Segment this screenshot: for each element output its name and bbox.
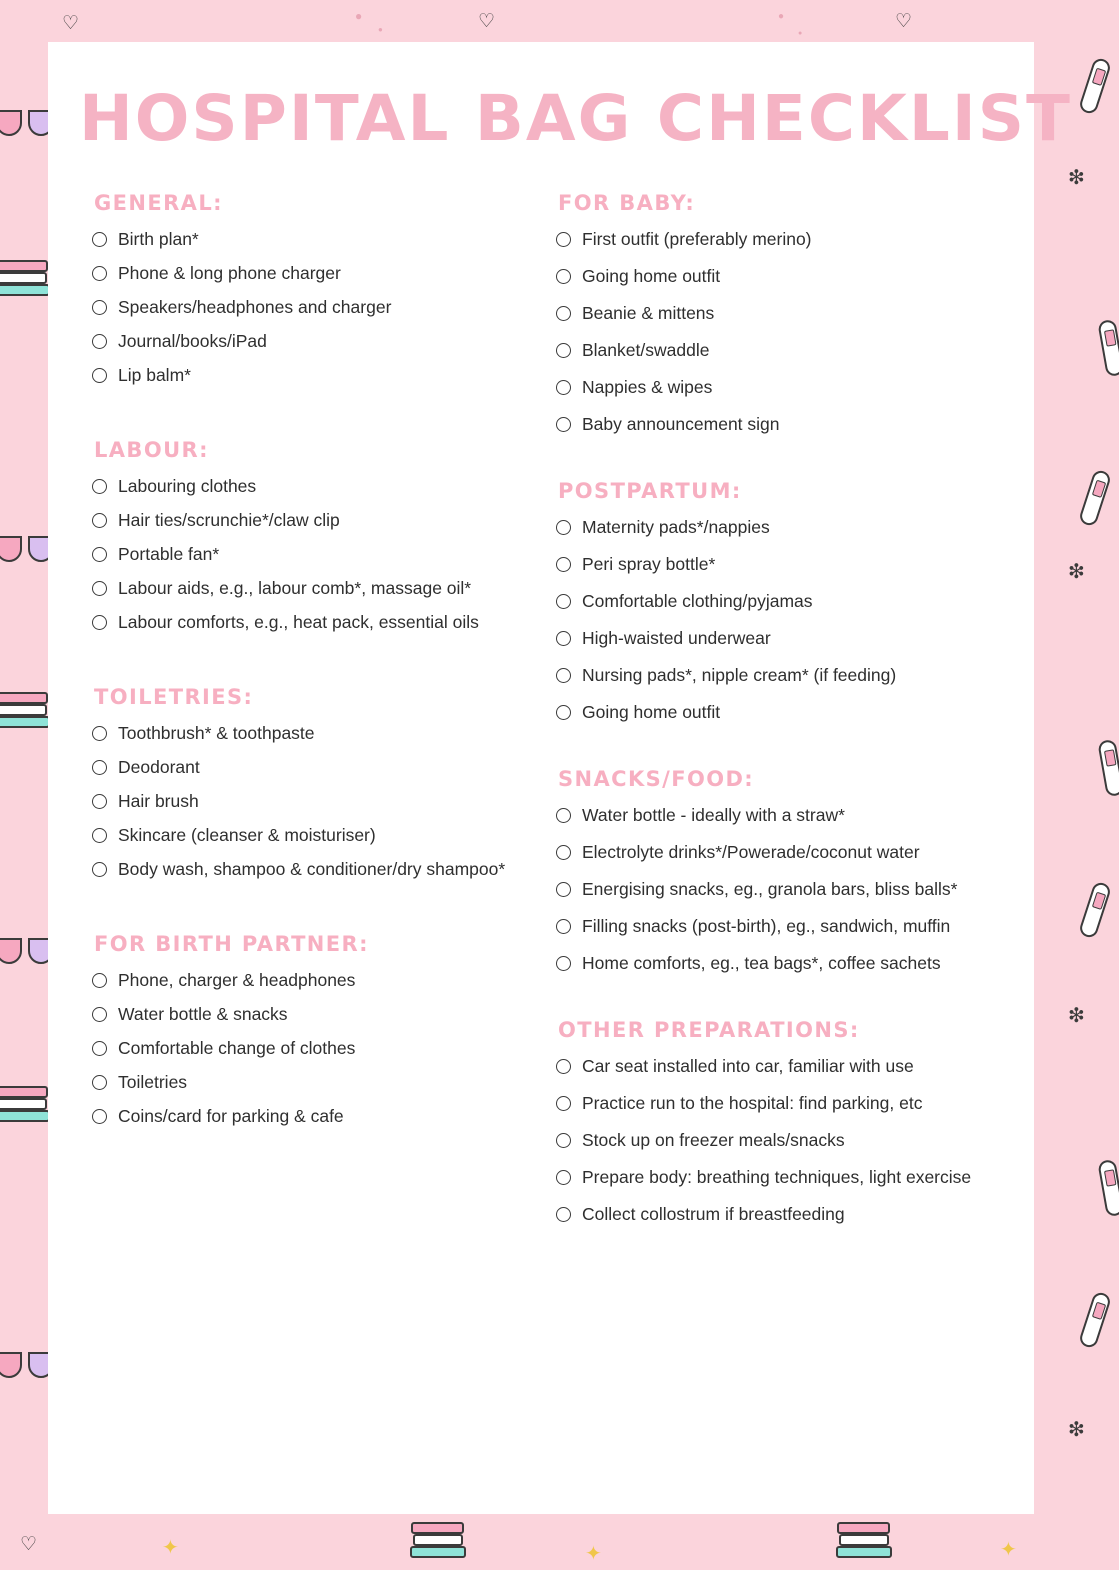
list-item[interactable] — [92, 578, 526, 599]
checklist-columns — [88, 191, 994, 1269]
book-stack-icon — [0, 256, 50, 296]
list-item-label: Phone & long phone charger — [118, 263, 341, 283]
list-item[interactable] — [92, 297, 526, 318]
checkbox-icon[interactable] — [92, 232, 107, 247]
section-labour — [92, 438, 526, 633]
list-item-label: High-waisted underwear — [582, 628, 771, 648]
list-item[interactable] — [92, 723, 526, 744]
checkbox-icon[interactable] — [92, 1109, 107, 1124]
dot-icon: ● — [378, 25, 383, 34]
list-item-label: Toiletries — [118, 1072, 188, 1092]
checkbox-icon[interactable] — [92, 615, 107, 630]
section-postpartum — [556, 479, 990, 723]
dot-icon: ● — [778, 11, 785, 22]
list-item-label: Going home outfit — [582, 266, 721, 286]
list-item[interactable] — [556, 340, 990, 361]
book-stack-icon — [0, 688, 50, 728]
checkbox-icon[interactable] — [556, 919, 571, 934]
section-for-birth-partner — [92, 932, 526, 1127]
list-item[interactable] — [92, 791, 526, 812]
list-item[interactable] — [92, 1072, 526, 1093]
list-item[interactable] — [556, 702, 990, 723]
list-item[interactable] — [556, 805, 990, 826]
checklist-group — [92, 723, 526, 880]
left-column — [92, 191, 526, 1269]
list-item-label: Deodorant — [118, 757, 200, 777]
checkbox-icon[interactable] — [92, 794, 107, 809]
list-item-label: Coins/card for parking & cafe — [118, 1106, 344, 1126]
list-item[interactable] — [556, 1056, 990, 1077]
list-item[interactable] — [556, 665, 990, 686]
checklist-sheet — [48, 42, 1073, 1514]
checkbox-icon[interactable] — [92, 334, 107, 349]
pregnancy-test-icon — [1078, 1291, 1112, 1350]
section-heading: FOR BIRTH PARTNER: — [94, 932, 369, 956]
star-icon: ✦ — [1000, 1539, 1017, 1561]
list-item[interactable] — [92, 1004, 526, 1025]
list-item[interactable] — [556, 628, 990, 649]
section-for-baby — [556, 191, 990, 435]
checkbox-icon[interactable] — [556, 269, 571, 284]
list-item-label: Electrolyte drinks*/Powerade/coconut water — [582, 842, 920, 862]
list-item[interactable] — [92, 612, 526, 633]
list-item-label: Speakers/headphones and charger — [118, 297, 392, 317]
list-item[interactable] — [92, 859, 526, 880]
list-item-label: Energising snacks, eg., granola bars, bliss balls* — [582, 879, 958, 899]
list-item[interactable] — [556, 377, 990, 398]
list-item[interactable] — [92, 229, 526, 250]
bra-doodle-icon — [0, 536, 54, 570]
list-item-label: Blanket/swaddle — [582, 340, 710, 360]
list-item[interactable] — [92, 1038, 526, 1059]
list-item-label: Prepare body: breathing techniques, light exercise — [582, 1167, 972, 1187]
flower-icon: ❇ — [1068, 1005, 1085, 1027]
list-item-label: Labour comforts, e.g., heat pack, essential oils — [118, 612, 479, 632]
checkbox-icon[interactable] — [92, 1041, 107, 1056]
checkbox-icon[interactable] — [556, 1059, 571, 1074]
checkbox-icon[interactable] — [556, 343, 571, 358]
bra-doodle-icon — [0, 1352, 54, 1386]
checkbox-icon[interactable] — [92, 368, 107, 383]
checkbox-icon[interactable] — [92, 479, 107, 494]
page-title: HOSPITAL BAG CHECKLIST — [78, 82, 1073, 155]
list-item[interactable] — [92, 263, 526, 284]
list-item-label: Hair ties/scrunchie*/claw clip — [118, 510, 340, 530]
list-item-label: Labour aids, e.g., labour comb*, massage oil* — [118, 578, 472, 598]
pregnancy-test-icon — [1078, 469, 1112, 528]
list-item-label: Water bottle - ideally with a straw* — [582, 805, 845, 825]
list-item-label: Skincare (cleanser & moisturiser) — [118, 825, 376, 845]
list-item[interactable] — [92, 825, 526, 846]
list-item[interactable] — [92, 544, 526, 565]
pregnancy-test-icon — [1078, 881, 1112, 940]
list-item-label: Water bottle & snacks — [118, 1004, 288, 1024]
list-item[interactable] — [556, 229, 990, 250]
heart-icon: ♡ — [62, 13, 80, 34]
checkbox-icon[interactable] — [92, 581, 107, 596]
list-item[interactable] — [92, 365, 526, 386]
list-item[interactable] — [92, 1106, 526, 1127]
checklist-group — [92, 229, 526, 386]
list-item-label: Journal/books/iPad — [118, 331, 267, 351]
book-stack-icon — [0, 1082, 50, 1122]
checkbox-icon[interactable] — [556, 306, 571, 321]
list-item-label: Lip balm* — [118, 365, 191, 385]
list-item-label: Beanie & mittens — [582, 303, 715, 323]
right-column — [556, 191, 990, 1269]
checkbox-icon[interactable] — [92, 760, 107, 775]
checkbox-icon[interactable] — [92, 1075, 107, 1090]
heart-icon: ♡ — [20, 1534, 38, 1555]
section-snacks-food — [556, 767, 990, 974]
list-item[interactable] — [556, 879, 990, 900]
list-item[interactable] — [556, 842, 990, 863]
checkbox-icon[interactable] — [556, 1207, 571, 1222]
section-heading: FOR BABY: — [558, 191, 696, 215]
list-item-label: Baby announcement sign — [582, 414, 780, 434]
checkbox-icon[interactable] — [92, 547, 107, 562]
list-item[interactable] — [92, 970, 526, 991]
checkbox-icon[interactable] — [92, 828, 107, 843]
section-other-preparations — [556, 1018, 990, 1225]
list-item-label: Filling snacks (post-birth), eg., sandwich, muffin — [582, 916, 951, 936]
list-item[interactable] — [92, 510, 526, 531]
checkbox-icon[interactable] — [556, 808, 571, 823]
list-item-label: Going home outfit — [582, 702, 721, 722]
list-item-label: Birth plan* — [118, 229, 199, 249]
checkbox-icon[interactable] — [92, 726, 107, 741]
heart-icon: ♡ — [478, 11, 496, 32]
checkbox-icon[interactable] — [556, 557, 571, 572]
flower-icon: ❇ — [1068, 1419, 1085, 1441]
flower-icon: ❇ — [1068, 561, 1085, 583]
checkbox-icon[interactable] — [92, 1007, 107, 1022]
section-general — [92, 191, 526, 386]
pregnancy-test-icon — [1097, 739, 1119, 797]
checklist-group — [556, 805, 990, 974]
bra-doodle-icon — [0, 110, 54, 144]
pregnancy-test-icon — [1078, 57, 1112, 116]
book-stack-icon — [836, 1518, 892, 1558]
checklist-group — [556, 229, 990, 435]
section-heading: SNACKS/FOOD: — [558, 767, 755, 791]
list-item[interactable] — [92, 331, 526, 352]
list-item-label: Maternity pads*/nappies — [582, 517, 770, 537]
list-item[interactable] — [556, 517, 990, 538]
checkbox-icon[interactable] — [556, 668, 571, 683]
checklist-group — [556, 517, 990, 723]
list-item-label: Body wash, shampoo & conditioner/dry shampoo* — [118, 859, 506, 879]
section-toiletries — [92, 685, 526, 880]
list-item-label: Peri spray bottle* — [582, 554, 716, 574]
checkbox-icon[interactable] — [556, 1170, 571, 1185]
checklist-group — [92, 970, 526, 1127]
list-item[interactable] — [92, 757, 526, 778]
list-item[interactable] — [556, 1130, 990, 1151]
checkbox-icon[interactable] — [92, 862, 107, 877]
checkbox-icon[interactable] — [556, 882, 571, 897]
checkbox-icon[interactable] — [556, 956, 571, 971]
list-item-label: Home comforts, eg., tea bags*, coffee sachets — [582, 953, 941, 973]
section-heading: TOILETRIES: — [94, 685, 254, 709]
section-heading: GENERAL: — [94, 191, 223, 215]
section-heading: OTHER PREPARATIONS: — [558, 1018, 860, 1042]
checkbox-icon[interactable] — [556, 1096, 571, 1111]
pregnancy-test-icon — [1097, 319, 1119, 377]
book-stack-icon — [410, 1518, 466, 1558]
list-item-label: Comfortable clothing/pyjamas — [582, 591, 813, 611]
list-item-label: Practice run to the hospital: find parking, etc — [582, 1093, 923, 1113]
list-item[interactable] — [556, 1204, 990, 1225]
checkbox-icon[interactable] — [92, 300, 107, 315]
list-item[interactable] — [556, 591, 990, 612]
list-item-label: Collect collostrum if breastfeeding — [582, 1204, 845, 1224]
checkbox-icon[interactable] — [92, 973, 107, 988]
heart-icon: ♡ — [895, 11, 913, 32]
dot-icon: ● — [798, 30, 803, 37]
list-item-label: Hair brush — [118, 791, 199, 811]
list-item[interactable] — [556, 414, 990, 435]
checkbox-icon[interactable] — [92, 266, 107, 281]
list-item-label: Phone, charger & headphones — [118, 970, 356, 990]
flower-icon: ❇ — [1068, 167, 1085, 189]
checkbox-icon[interactable] — [92, 513, 107, 528]
section-heading: LABOUR: — [94, 438, 209, 462]
pregnancy-test-icon — [1097, 1159, 1119, 1217]
checkbox-icon[interactable] — [556, 594, 571, 609]
list-item-label: Comfortable change of clothes — [118, 1038, 356, 1058]
checkbox-icon[interactable] — [556, 1133, 571, 1148]
list-item-label: Nursing pads*, nipple cream* (if feeding) — [582, 665, 897, 685]
list-item[interactable] — [556, 916, 990, 937]
star-icon: ✦ — [162, 1537, 179, 1559]
checkbox-icon[interactable] — [556, 417, 571, 432]
list-item[interactable] — [556, 303, 990, 324]
list-item-label: Portable fan* — [118, 544, 220, 564]
list-item-label: Toothbrush* & toothpaste — [118, 723, 315, 743]
list-item-label: Car seat installed into car, familiar with use — [582, 1056, 914, 1076]
list-item[interactable] — [556, 953, 990, 974]
list-item-label: Stock up on freezer meals/snacks — [582, 1130, 845, 1150]
checklist-group — [556, 1056, 990, 1225]
checklist-group — [92, 476, 526, 633]
list-item-label: Nappies & wipes — [582, 377, 713, 397]
checkbox-icon[interactable] — [556, 232, 571, 247]
checkbox-icon[interactable] — [556, 705, 571, 720]
list-item[interactable] — [556, 1093, 990, 1114]
list-item[interactable] — [556, 1167, 990, 1188]
list-item[interactable] — [556, 266, 990, 287]
star-icon: ✦ — [585, 1543, 602, 1565]
list-item[interactable] — [556, 554, 990, 575]
bra-doodle-icon — [0, 938, 54, 972]
checkbox-icon[interactable] — [556, 845, 571, 860]
dot-icon: ● — [355, 9, 363, 23]
list-item-label: Labouring clothes — [118, 476, 257, 496]
section-heading: POSTPARTUM: — [558, 479, 742, 503]
checkbox-icon[interactable] — [556, 380, 571, 395]
list-item[interactable] — [92, 476, 526, 497]
checkbox-icon[interactable] — [556, 520, 571, 535]
list-item-label: First outfit (preferably merino) — [582, 229, 812, 249]
checkbox-icon[interactable] — [556, 631, 571, 646]
